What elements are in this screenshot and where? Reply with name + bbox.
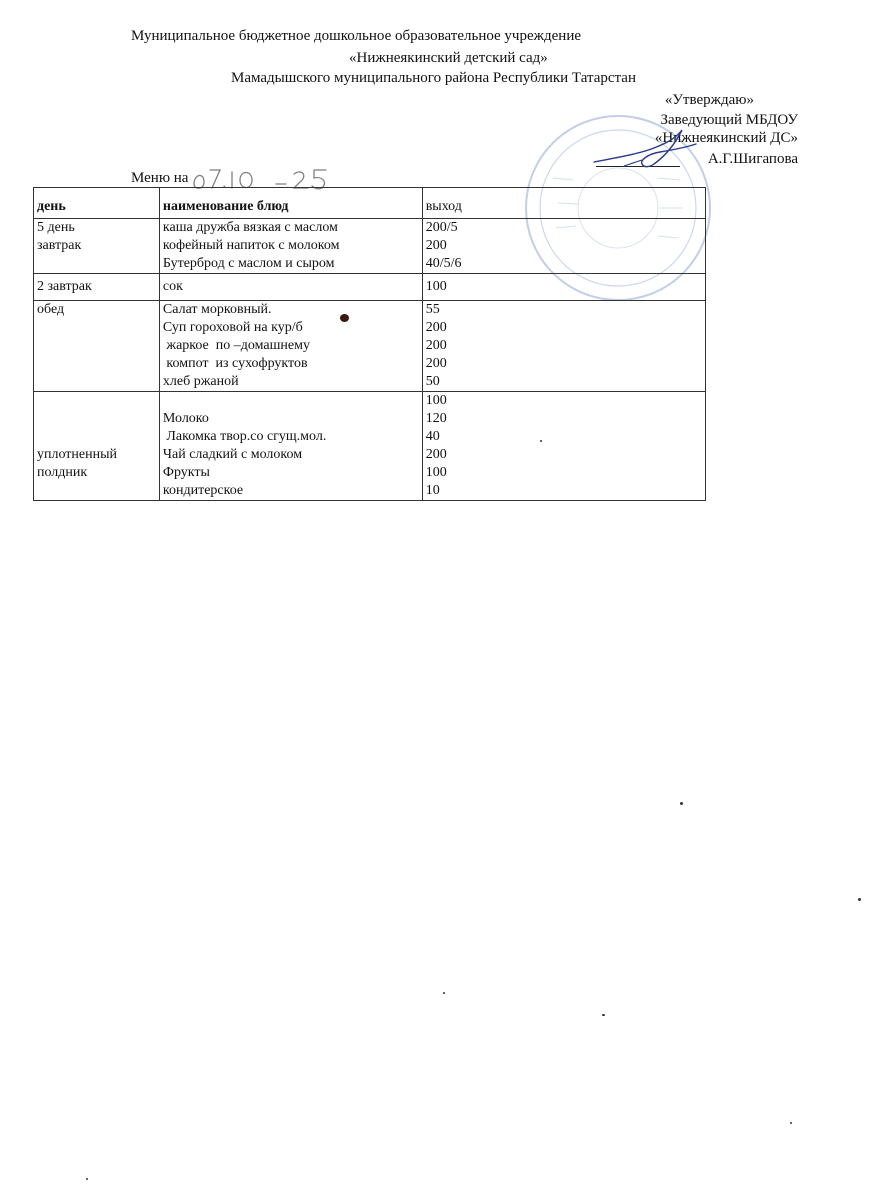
output-value: 200 <box>425 356 447 371</box>
menu-title: Меню на <box>131 170 189 186</box>
output-value: 100 <box>425 393 447 408</box>
signature-icon <box>584 118 704 178</box>
meal-cell <box>34 301 160 392</box>
approval-label: «Утверждаю» <box>664 92 754 108</box>
dish-name: кофейный напиток с молоком <box>162 238 340 253</box>
scan-speck <box>790 1122 792 1124</box>
meal-label: полдник <box>37 465 88 480</box>
outputs-cell <box>422 274 705 301</box>
scan-speck <box>443 992 445 994</box>
approval-institution: «Нижнеякинский ДС» <box>654 130 798 146</box>
meal-label: 5 день <box>37 220 75 235</box>
meal-cell <box>34 392 160 501</box>
meal-label: 2 завтрак <box>37 279 92 294</box>
meal-cell <box>34 219 160 274</box>
output-value: 200 <box>425 338 447 353</box>
table-header-row <box>34 188 706 219</box>
column-header-output: выход <box>422 188 705 219</box>
meal-cell <box>34 274 160 301</box>
dishes-cell <box>159 274 422 301</box>
dish-name: Бутерброд с маслом и сыром <box>162 256 335 271</box>
scan-speck <box>680 802 683 805</box>
column-header-day: день <box>34 188 160 219</box>
outputs-cell <box>422 219 705 274</box>
dish-name: кондитерское <box>162 483 244 498</box>
approval-position: Заведующий МБДОУ <box>660 112 798 128</box>
dish-name <box>163 392 419 410</box>
dish-name: Фрукты <box>162 465 210 480</box>
table-row <box>34 274 706 301</box>
scan-speck <box>86 1178 88 1180</box>
dish-name: Лакомка твор.со сгущ.мол. <box>162 429 327 444</box>
table-row <box>34 219 706 274</box>
meal-label: уплотненный <box>37 447 118 462</box>
organization-name-line1: Муниципальное бюджетное дошкольное образовательное учреждение <box>131 28 581 44</box>
meal-label: завтрак <box>37 238 82 253</box>
dish-name: Салат морковный. <box>162 302 272 317</box>
dishes-cell <box>159 301 422 392</box>
dish-name: сок <box>162 279 183 294</box>
dish-name: Суп гороховой на кур/б <box>162 320 303 335</box>
output-value: 100 <box>425 465 447 480</box>
output-value: 200 <box>425 320 447 335</box>
menu-table <box>33 187 706 501</box>
output-value: 200/5 <box>425 220 458 235</box>
dishes-cell <box>159 219 422 274</box>
dish-name: каша дружба вязкая с маслом <box>162 220 338 235</box>
scan-speck <box>340 314 349 322</box>
dish-name: хлеб ржаной <box>162 374 239 389</box>
approval-name: А.Г.Шигапова <box>707 151 798 167</box>
dishes-cell <box>159 392 422 501</box>
output-value: 10 <box>425 483 440 498</box>
dish-name: жаркое по –домашнему <box>162 338 310 353</box>
scan-speck <box>602 1014 605 1016</box>
output-value: 40 <box>425 429 440 444</box>
output-value: 55 <box>425 302 440 317</box>
scan-speck <box>858 898 861 901</box>
outputs-cell <box>422 392 705 501</box>
organization-name-line3: Мамадышского муниципального района Республики Татарстан <box>231 70 636 86</box>
column-header-dish: наименование блюд <box>159 188 422 219</box>
meal-label: обед <box>37 302 65 317</box>
output-value: 120 <box>425 411 447 426</box>
output-value: 50 <box>425 374 440 389</box>
outputs-cell <box>422 301 705 392</box>
dish-name: Чай сладкий с молоком <box>162 447 303 462</box>
output-value: 40/5/6 <box>425 256 462 271</box>
scan-speck <box>540 440 542 442</box>
organization-name-line2: «Нижнеякинский детский сад» <box>349 50 548 66</box>
table-row <box>34 301 706 392</box>
output-value: 100 <box>425 279 447 294</box>
dish-name: компот из сухофруктов <box>162 356 308 371</box>
output-value: 200 <box>425 238 447 253</box>
dish-name: Молоко <box>162 411 209 426</box>
table-row <box>34 392 706 501</box>
output-value: 200 <box>425 447 447 462</box>
